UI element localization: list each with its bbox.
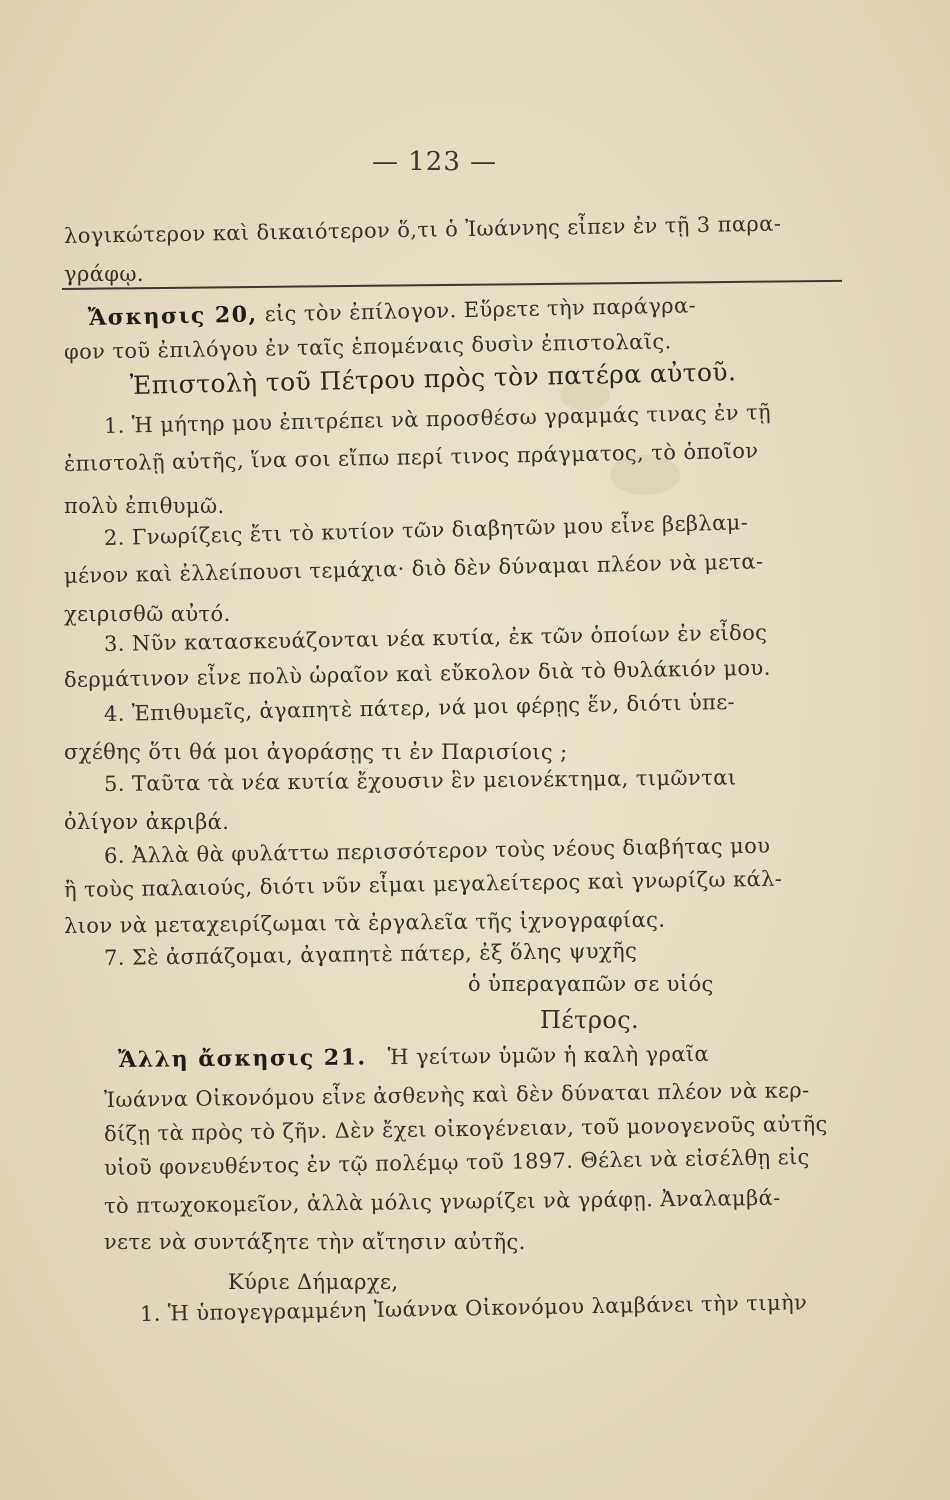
exercise-21-line — [118, 1040, 709, 1074]
text-line: πολὺ ἐπιθυμῶ. — [64, 494, 225, 518]
salutation: Κύριε Δήμαρχε, — [228, 1270, 399, 1294]
text-line: φον τοῦ ἐπιλόγου ἐν ταῖς ἑπομέναις δυσὶν ἐπιστολαῖς. — [63, 329, 672, 364]
text-line: νετε νὰ συντάξητε τὴν αἴτησιν αὐτῆς. — [104, 1230, 526, 1254]
exercise-20-line — [88, 291, 697, 332]
text-line: 1. Ἡ ὑπογεγραμμένη Ἰωάννα Οἰκονόμου λαμβάνει τὴν τιμὴν — [139, 1290, 808, 1326]
separator-rule — [62, 280, 842, 290]
text-line: ἐπιστολῇ αὐτῆς, ἵνα σοι εἴπω περί τινος πράγματος, τὸ ὁποῖον — [63, 438, 759, 476]
letter-closing: ὁ ὑπεραγαπῶν σε υἱός — [468, 972, 714, 996]
exercise-20-text: εἰς τὸν ἐπίλογον. Εὕρετε τὴν παράγρα- — [264, 293, 697, 327]
text-line: 6. Ἀλλὰ θὰ φυλάττω περισσότερον τοὺς νέους διαβήτας μου — [103, 833, 771, 868]
text-line: 5. Ταῦτα τὰ νέα κυτία ἔχουσιν ἓν μειονέκτημα, τιμῶνται — [103, 765, 737, 796]
text-line: υἱοῦ φονευθέντος ἐν τῷ πολέμῳ τοῦ 1897. Θέλει νὰ εἰσέλθῃ εἰς — [103, 1144, 810, 1180]
text-line: τὸ πτωχοκομεῖον, ἀλλὰ μόλις γνωρίζει νὰ γράφῃ. Ἀναλαμβά- — [103, 1185, 781, 1218]
text-line: 3. Νῦν κατασκευάζονται νέα κυτία, ἐκ τῶν ὁποίων ἐν εἶδος — [103, 620, 768, 656]
text-line: 7. Σὲ ἀσπάζομαι, ἀγαπητὲ πάτερ, ἐξ ὅλης ψυχῆς — [103, 938, 638, 970]
exercise-21-label: Ἄλλη ἄσκησις 21. — [117, 1044, 367, 1073]
text-line: 4. Ἐπιθυμεῖς, ἀγαπητὲ πάτερ, νά μοι φέρῃς ἕν, διότι ὑπε- — [103, 689, 736, 726]
text-line: χειρισθῶ αὐτό. — [64, 602, 231, 626]
text-line: σχέθης ὅτι θά μοι ἀγοράσῃς τι ἐν Παρισίοις ; — [64, 740, 568, 764]
exercise-21-text: Ἡ γείτων ὑμῶν ἡ καλὴ γραῖα — [387, 1041, 710, 1070]
text-line: δερμάτινον εἶνε πολὺ ὡραῖον καὶ εὔκολον διὰ τὸ θυλάκιόν μου. — [63, 655, 771, 692]
text-line: λογικώτερον καὶ δικαιότερον ὅ,τι ὁ Ἰωάννης εἶπεν ἐν τῇ 3 παρα- — [63, 211, 782, 248]
text-line: 2. Γνωρίζεις ἔτι τὸ κυτίον τῶν διαβητῶν μου εἶνε βεβλαμ- — [103, 510, 749, 550]
text-line: ὀλίγον ἀκριβά. — [64, 810, 230, 834]
text-line: ἢ τοὺς παλαιούς, διότι νῦν εἶμαι μεγαλείτερος καὶ γνωρίζω κάλ- — [63, 866, 783, 902]
text-line: Ἰωάννα Οἰκονόμου εἶνε ἀσθενὴς καὶ δὲν δύναται πλέον νὰ κερ- — [103, 1078, 810, 1112]
page-number: — 123 — — [372, 147, 498, 177]
exercise-20-label: Ἄσκησις 20, — [87, 301, 258, 331]
text-line: 1. Ἡ μήτηρ μου ἐπιτρέπει νὰ προσθέσω γραμμάς τινας ἐν τῇ — [103, 400, 772, 438]
text-line: μένον καὶ ἐλλείπουσι τεμάχια· διὸ δὲν δύναμαι πλέον νὰ μετα- — [63, 549, 764, 588]
letter-signature: Πέτρος. — [540, 1006, 640, 1034]
text-line: γράφῳ. — [64, 262, 144, 286]
text-line: δίζῃ τὰ πρὸς τὸ ζῆν. Δὲν ἔχει οἰκογένειαν, τοῦ μονογενοῦς αὐτῆς — [103, 1111, 828, 1146]
letter-title: Ἐπιστολὴ τοῦ Πέτρου πρὸς τὸν πατέρα αὐτοῦ. — [129, 357, 737, 400]
text-line: λιον νὰ μεταχειρίζωμαι τὰ ἐργαλεῖα τῆς ἰχνογραφίας. — [63, 907, 666, 938]
